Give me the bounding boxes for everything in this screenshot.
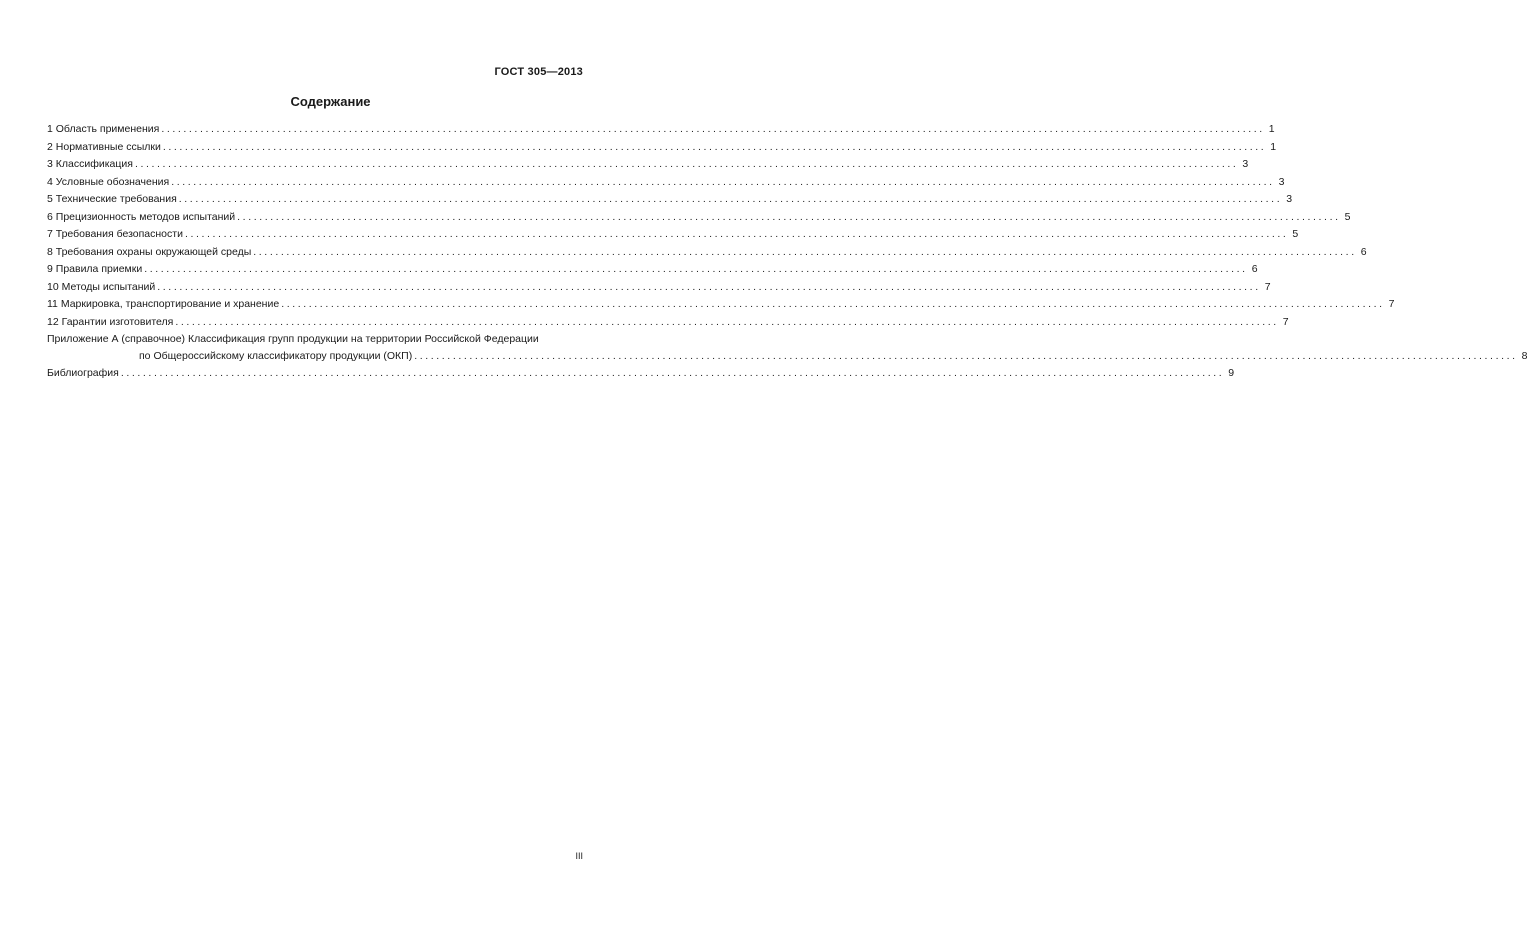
- toc-entry[interactable]: [47, 174, 1285, 192]
- toc-entry-title: Маркировка, транспортирование и хранение: [60, 298, 280, 310]
- toc-leader: ........................................................................................................................................................................................................: [281, 298, 1385, 310]
- toc-entry[interactable]: [47, 244, 1367, 262]
- toc-entry-appendix[interactable]: [47, 331, 1528, 365]
- toc-entry-number: 8: [47, 245, 53, 258]
- toc-entry[interactable]: [47, 279, 1271, 297]
- toc-leader: ........................................................................................................................................................................................................: [120, 367, 1225, 379]
- toc-entry[interactable]: [47, 209, 1351, 227]
- toc-entry-number: 9: [47, 263, 53, 275]
- toc-entry-title: Технические требования: [55, 193, 177, 205]
- toc-entry-page: 7: [1388, 298, 1395, 310]
- toc-leader: ........................................................................................................................................................................................................: [162, 140, 1267, 153]
- toc-leader: ........................................................................................................................................................................................................: [237, 210, 1341, 223]
- toc-entry-page: 3: [1278, 175, 1285, 188]
- toc-entry-title: Требования безопасности: [55, 228, 183, 240]
- appendix-title: Приложение А (справочное) Классификация групп продукции на территории Российской Федерации: [47, 333, 539, 345]
- toc-entry[interactable]: [47, 191, 1293, 209]
- toc-leader: ........................................................................................................................................................................................................: [253, 245, 1357, 258]
- toc-entry-page: 7: [1264, 280, 1271, 293]
- toc-entry-number: 4: [47, 175, 53, 188]
- toc-entry-page: 3: [1286, 193, 1293, 205]
- toc-entry-page: 7: [1282, 315, 1289, 328]
- toc-entry-bibliography[interactable]: [47, 365, 1235, 383]
- toc-leader: ........................................................................................................................................................................................................: [184, 228, 1289, 240]
- toc-entry-number: 7: [47, 228, 53, 240]
- toc-leader: ........................................................................................................................................................................................................: [161, 123, 1265, 135]
- appendix-subtitle: по Общероссийскому классификатору продукции (ОКП): [139, 350, 413, 362]
- toc-entry-title: Нормативные ссылки: [55, 140, 161, 153]
- toc-entry-title: Гарантии изготовителя: [61, 315, 174, 328]
- toc-entry[interactable]: [47, 156, 1249, 174]
- toc-entry-number: 6: [47, 210, 53, 223]
- toc-leader: ........................................................................................................................................................................................................: [178, 193, 1283, 205]
- page-number: III: [575, 851, 583, 861]
- toc-leader: ........................................................................................................................................................................................................: [414, 350, 1518, 362]
- document-code: ГОСТ 305—2013: [494, 66, 583, 78]
- toc-entry[interactable]: [47, 314, 1289, 332]
- toc-entry-number: 11: [47, 298, 58, 310]
- toc-entry-page: 3: [1242, 158, 1249, 170]
- table-of-contents: [47, 121, 1528, 383]
- toc-entry-title: Методы испытаний: [61, 280, 156, 293]
- toc-entry-title: Условные обозначения: [55, 175, 170, 188]
- toc-entry-title: Область применения: [55, 123, 160, 135]
- toc-entry[interactable]: [47, 226, 1299, 244]
- toc-entry-page: 9: [1228, 367, 1235, 379]
- toc-entry-page: 1: [1270, 140, 1277, 153]
- toc-entry-title: Прецизионность методов испытаний: [55, 210, 236, 223]
- toc-leader: ........................................................................................................................................................................................................: [157, 280, 1261, 293]
- toc-entry-page: 6: [1360, 245, 1367, 258]
- toc-leader: ........................................................................................................................................................................................................: [175, 315, 1279, 328]
- page-title: Содержание: [290, 94, 371, 109]
- toc-entry[interactable]: [47, 261, 1258, 279]
- toc-entry-number: 3: [47, 158, 53, 170]
- toc-entry[interactable]: [47, 139, 1277, 157]
- toc-entry-title: Библиография: [47, 367, 119, 379]
- toc-entry-page: 6: [1251, 263, 1258, 275]
- toc-entry[interactable]: [47, 121, 1275, 139]
- toc-leader: ........................................................................................................................................................................................................: [171, 175, 1275, 188]
- toc-leader: ........................................................................................................................................................................................................: [144, 263, 1248, 275]
- toc-entry-number: 1: [47, 123, 53, 135]
- toc-entry-title: Требования охраны окружающей среды: [55, 245, 252, 258]
- toc-entry-page: 5: [1344, 210, 1351, 223]
- toc-entry-page: 1: [1268, 123, 1275, 135]
- toc-entry-number: 12: [47, 315, 59, 328]
- toc-entry-page: 5: [1292, 228, 1299, 240]
- toc-entry-title: Классификация: [55, 158, 133, 170]
- toc-entry[interactable]: [47, 296, 1395, 314]
- toc-entry-title: Правила приемки: [55, 263, 143, 275]
- toc-entry-number: 10: [47, 280, 59, 293]
- toc-entry-number: 2: [47, 140, 53, 153]
- toc-entry-page: 8: [1521, 350, 1528, 362]
- toc-entry-number: 5: [47, 193, 53, 205]
- toc-leader: ........................................................................................................................................................................................................: [134, 158, 1239, 170]
